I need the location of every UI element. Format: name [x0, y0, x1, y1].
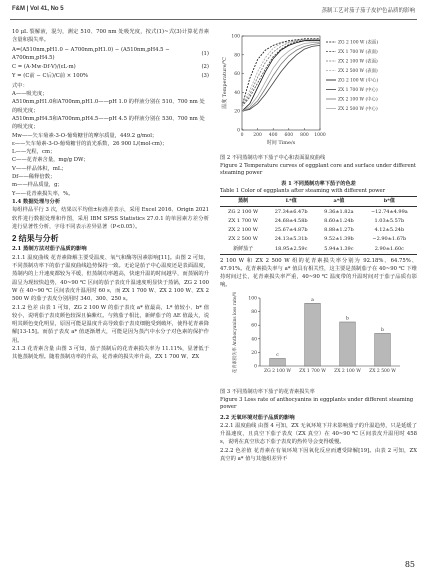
- x-tick-label: 600: [284, 133, 294, 138]
- bar: [305, 303, 321, 366]
- table-cell: ZX 1 700 W: [228, 217, 258, 224]
- table-cell: 9.52±1.39b: [324, 236, 354, 243]
- right-column: [220, 28, 417, 463]
- section-2-1-3-text: 2.1.3 花青素含量 由图 3 可知，茄子蒸制后的花青素损失率为 11.11%，显著低于其他蒸制处理。随着蒸制功率的升高，花青素的损失率升高，ZX 1 700 W、ZX: [12, 345, 209, 361]
- section-2-1-2-text: 2.1.2 色差 由表 1 可知，ZG 2 100 W 的茄子表皮 a* 值最高，L* 值较小、b* 值较小，说明茄子表皮颜色较深且偏紫红。与熟茄子相比，新鲜茄子的 ΔE 值最大，说明其颜色变化明显，原因可能是温度升高导致茄子表皮细胞受到破坏，使得花青素降解[13-15]。而茄子表皮 a* 值逐渐增大，可能是因为蒸汽中水分子对色素的保护作用。: [12, 304, 209, 344]
- variable-definition: A510nm,pH1.0和A700nm,pH1.0——pH 1.0 的样液分别在 510、700 nm 处的吸光度；: [12, 99, 205, 114]
- y-tick-label: 20: [234, 109, 240, 115]
- legend-label: ZX 2 100 W (中心): [338, 97, 378, 103]
- x-tick-label: 0: [240, 133, 244, 138]
- page-header: [0, 0, 427, 24]
- y-tick-label: 60: [234, 72, 240, 78]
- equation-3-body: Y = (C前 − C后)/C前 × 100%: [12, 73, 89, 80]
- figure-2-caption-en: Figure 2 Temperature curves of eggplant core and surface under different steaming power: [220, 162, 416, 177]
- header-rule: [10, 19, 417, 20]
- y-tick-label: 40: [234, 90, 240, 96]
- x-tick-label: ZX 2 100 W: [334, 368, 361, 374]
- y-tick-label: 0: [254, 364, 257, 370]
- section-2-heading: 2 结果与分析: [12, 234, 59, 244]
- variable-definition: m——样品质量，g；: [12, 182, 63, 189]
- figure-3-caption-en: Figure 3 Loss rate of anthocyanins in eggplants under different steaming power: [220, 396, 414, 411]
- y-tick-label: 60: [251, 323, 257, 329]
- table-cell: 8.60±1.24b: [324, 217, 354, 224]
- table-header-row: [220, 196, 417, 206]
- equation-1: [12, 46, 209, 63]
- table-cell: 9.36±1.82a: [324, 208, 354, 215]
- left-column: [12, 28, 209, 362]
- equation-2-number: (2): [201, 64, 209, 71]
- table-cell: ZX 2 100 W: [228, 227, 258, 234]
- variable-definition: A——吸光度；: [12, 91, 48, 98]
- legend-label: ZX 2 500 W (中心): [338, 107, 378, 112]
- variable-definition: Df——稀释倍数；: [12, 174, 56, 181]
- table-row: [220, 226, 417, 235]
- table-header-cell: b*值: [362, 196, 417, 206]
- table-cell: 5.94±1.39c: [316, 244, 362, 254]
- journal-label: F&M | Vol 41, No 5: [12, 6, 64, 12]
- variable-definition: C——花青素含量，mg/g DW；: [12, 157, 89, 164]
- section-2-2-2-text: 2.2.2 色差值 花青素在有氧环境下因氧化反应而遭受降解[19]。由表 2 可知，ZX 真空的 a* 值与其他组差异不: [220, 447, 417, 463]
- table-cell: ZX 2 500 W: [228, 236, 258, 243]
- color-table: [220, 196, 417, 255]
- table-cell: −2.90±1.67b: [372, 236, 407, 243]
- bar: [340, 322, 356, 366]
- table-cell: 24.68±4.58b: [274, 217, 308, 224]
- x-axis-label: 时间 Time/s: [266, 140, 296, 146]
- section-2-1-heading: 2.1 蒸制方法对茄子品质的影响: [12, 246, 87, 253]
- table-row: [220, 244, 417, 254]
- table-cell: 18.95±2.59c: [266, 244, 316, 254]
- y-axis-label: 花青素损失率 Anthocyanins loss rate/%: [233, 291, 238, 373]
- legend-label: ZG 2 100 W (中心): [338, 78, 379, 84]
- variable-list: [12, 82, 209, 198]
- x-tick-label: ZX 1 700 W: [299, 368, 326, 374]
- variable-definition: V——样品体积，mL；: [12, 165, 67, 172]
- equation-1-body: A=(A510nm,pH1.0 − A700nm,pH1.0) − (A510nm,pH4.5 − A700nm,pH4.5): [12, 46, 170, 61]
- legend-label: ZX 1 700 W (表面): [338, 50, 378, 55]
- table-cell: 1.03±5.57b: [374, 217, 405, 224]
- section-2-2-1-text: 2.2.1 温度曲线 由图 4 可知，ZX 无氧环境下并未影响茄子的升温趋势，只是延缓了升温速度，且真空下茄子表皮（ZX 真空）在 40~90 ℃ 区间表皮升温用时 458 s，说明在真空状态下茄子表皮的热传导会变得缓慢。: [220, 422, 417, 446]
- y-tick-label: 20: [251, 350, 257, 356]
- variable-definition: 式中：: [12, 82, 28, 89]
- y-tick-label: 0: [237, 128, 240, 134]
- y-tick-label: 80: [251, 309, 257, 315]
- variable-definition: Mw——矢车菊素-3-O-葡萄糖苷的摩尔质量，449.2 g/mol；: [12, 132, 158, 139]
- variable-definition: A510nm,pH4.5和A700nm,pH4.5——pH 4.5 的样液分别在 530、700 nm 处的吸光度；: [12, 115, 205, 131]
- table-cell: 新鲜茄子: [220, 244, 266, 254]
- table-cell: 8.88±1.27b: [324, 227, 354, 234]
- figure-3: [220, 292, 417, 387]
- x-tick-label: 200: [253, 133, 262, 138]
- significance-letter: b: [381, 327, 384, 333]
- table-body: [220, 207, 417, 254]
- y-tick-label: 100: [231, 34, 240, 40]
- table-row: [220, 216, 417, 225]
- legend-label: ZX 2 100 W (表面): [338, 59, 378, 65]
- significance-letter: c: [276, 352, 279, 358]
- figure-2-caption-cn: 图 2 不同蒸制功率下茄子中心和表面温度曲线: [220, 155, 326, 162]
- table-cell: 25.67±4.87b: [274, 227, 308, 234]
- x-tick-label: 800: [300, 133, 309, 138]
- y-tick-label: 80: [234, 53, 240, 59]
- section-1-4-heading: 1.4 数据处理与分析: [12, 198, 61, 205]
- section-1-4-text: 每组样品平行 3 次，结果以平均值±标准差表示，采用 Excel 2016、Origin 2021 软件进行数据处理和作图，采用 IBM SPSS Statistics 27.0.1 的单因素方差分析进行显著性分析，字母不同表示差异显著（P<0.05）。: [12, 207, 209, 230]
- temperature-chart: [220, 30, 417, 150]
- page-number: 85: [404, 560, 415, 569]
- bar: [375, 333, 391, 366]
- table-1-title-en: Table 1 Color of eggplants after steaming with different power: [220, 188, 386, 195]
- table-row: [220, 235, 417, 244]
- significance-letter: a: [311, 297, 314, 303]
- legend-label: ZX 2 500 W (表面): [338, 69, 378, 74]
- table-cell: 2.90±1.60c: [362, 244, 417, 254]
- x-tick-label: ZX 2 500 W: [369, 368, 396, 374]
- x-tick-label: 400: [268, 133, 278, 138]
- table-header-cell: 蒸制: [220, 196, 266, 206]
- x-tick-label: 1000: [314, 133, 326, 138]
- equation-2-body: C = (A·Mw·Df·V)/(εL·m): [12, 64, 76, 71]
- equation-3: [12, 72, 209, 80]
- variable-definition: L——光程，cm；: [12, 149, 56, 156]
- x-tick-label: ZG 2 100 W: [263, 368, 292, 374]
- y-axis-label: 温度 Temperature/℃: [222, 57, 228, 109]
- significance-letter: b: [346, 316, 349, 322]
- equation-3-number: (3): [201, 73, 209, 80]
- series-line: [242, 43, 320, 112]
- figure-3-caption-cn: 图 3 不同蒸制功率下茄子的花青素损失率: [220, 389, 315, 396]
- table-cell: ZG 2 100 W: [228, 208, 259, 215]
- section-2-1-1-text: 2.1.1 温度曲线 花青素降解主要受温度、氧气和酶等因素影响[11]。由图 2 可知，不同蒸制功率下的茄子温度曲线趋势保持一致。无论是茄子中心温度还是表面温度，蒸制内的上升速度都较为平缓，但蒸制功率越高，快速升温的时间越早，而蒸锅的升温呈为现较快趋势，40~90 ℃ 区间的茄子表皮升温速度明显快于蒸锅，ZG 2 100 W 在 40~90 ℃ 区间表皮升温用时 60 s，而 ZX 1 700 W、ZX 2 100 W、ZX 2 500 W 的茄子表皮分别用时 340、300、250 s。: [12, 254, 209, 303]
- variable-definition: Y——花青素损失率，%。: [12, 190, 74, 197]
- table-cell: 4.12±5.24b: [374, 227, 405, 234]
- loss-rate-bar-chart: [220, 292, 417, 384]
- y-tick-label: 100: [248, 296, 257, 302]
- equation-2: [12, 63, 209, 71]
- variable-definition: ε——矢车菊素-3-O-葡萄糖苷的消光系数，26 900 L/(mol·cm)；: [12, 140, 168, 147]
- table-1-title-cn: 表 1 不同蒸制功率下茄子的色差: [281, 180, 356, 187]
- bar: [270, 358, 286, 366]
- table-cell: 24.13±5.31b: [274, 236, 308, 243]
- figure-2: [220, 30, 417, 153]
- section-2-2-heading: 2.2 无氧环境对茄子品质的影响: [220, 414, 295, 421]
- intro-paragraph: 10 μL 裂解液，混匀，测定 510、700 nm 处吸光度，按式(1)~式(3)计算花青素含量和损失率。: [12, 29, 209, 44]
- paragraph-after-table: 2 100 W 和 ZX 2 500 W 组的花青素损失率分别为 92.18%、64.75%、47.91%。花青素损失率与 a* 值具有相关性，这主要是蒸制茄子在 40~90 ℃ 下维持时间过长，花青素损失率严重，40~90 ℃ 温度带的升温时间对于茄子品质有影响。: [220, 257, 417, 289]
- table-cell: −12.74±4.99a: [370, 208, 408, 215]
- legend-label: ZX 1 700 W (中心): [338, 88, 378, 93]
- legend-label: ZG 2 100 W (表面): [338, 40, 379, 46]
- table-header-cell: L*值: [266, 196, 316, 206]
- table-cell: 27.34±6.47b: [274, 208, 308, 215]
- running-title: 蒸制工艺对茄子茄子皮护色品质的影响: [321, 8, 415, 14]
- table-row: [220, 207, 417, 217]
- series-line: [242, 41, 320, 112]
- equation-1-number: (1): [201, 50, 209, 57]
- table-header-cell: a*值: [316, 196, 362, 206]
- y-tick-label: 40: [251, 337, 257, 343]
